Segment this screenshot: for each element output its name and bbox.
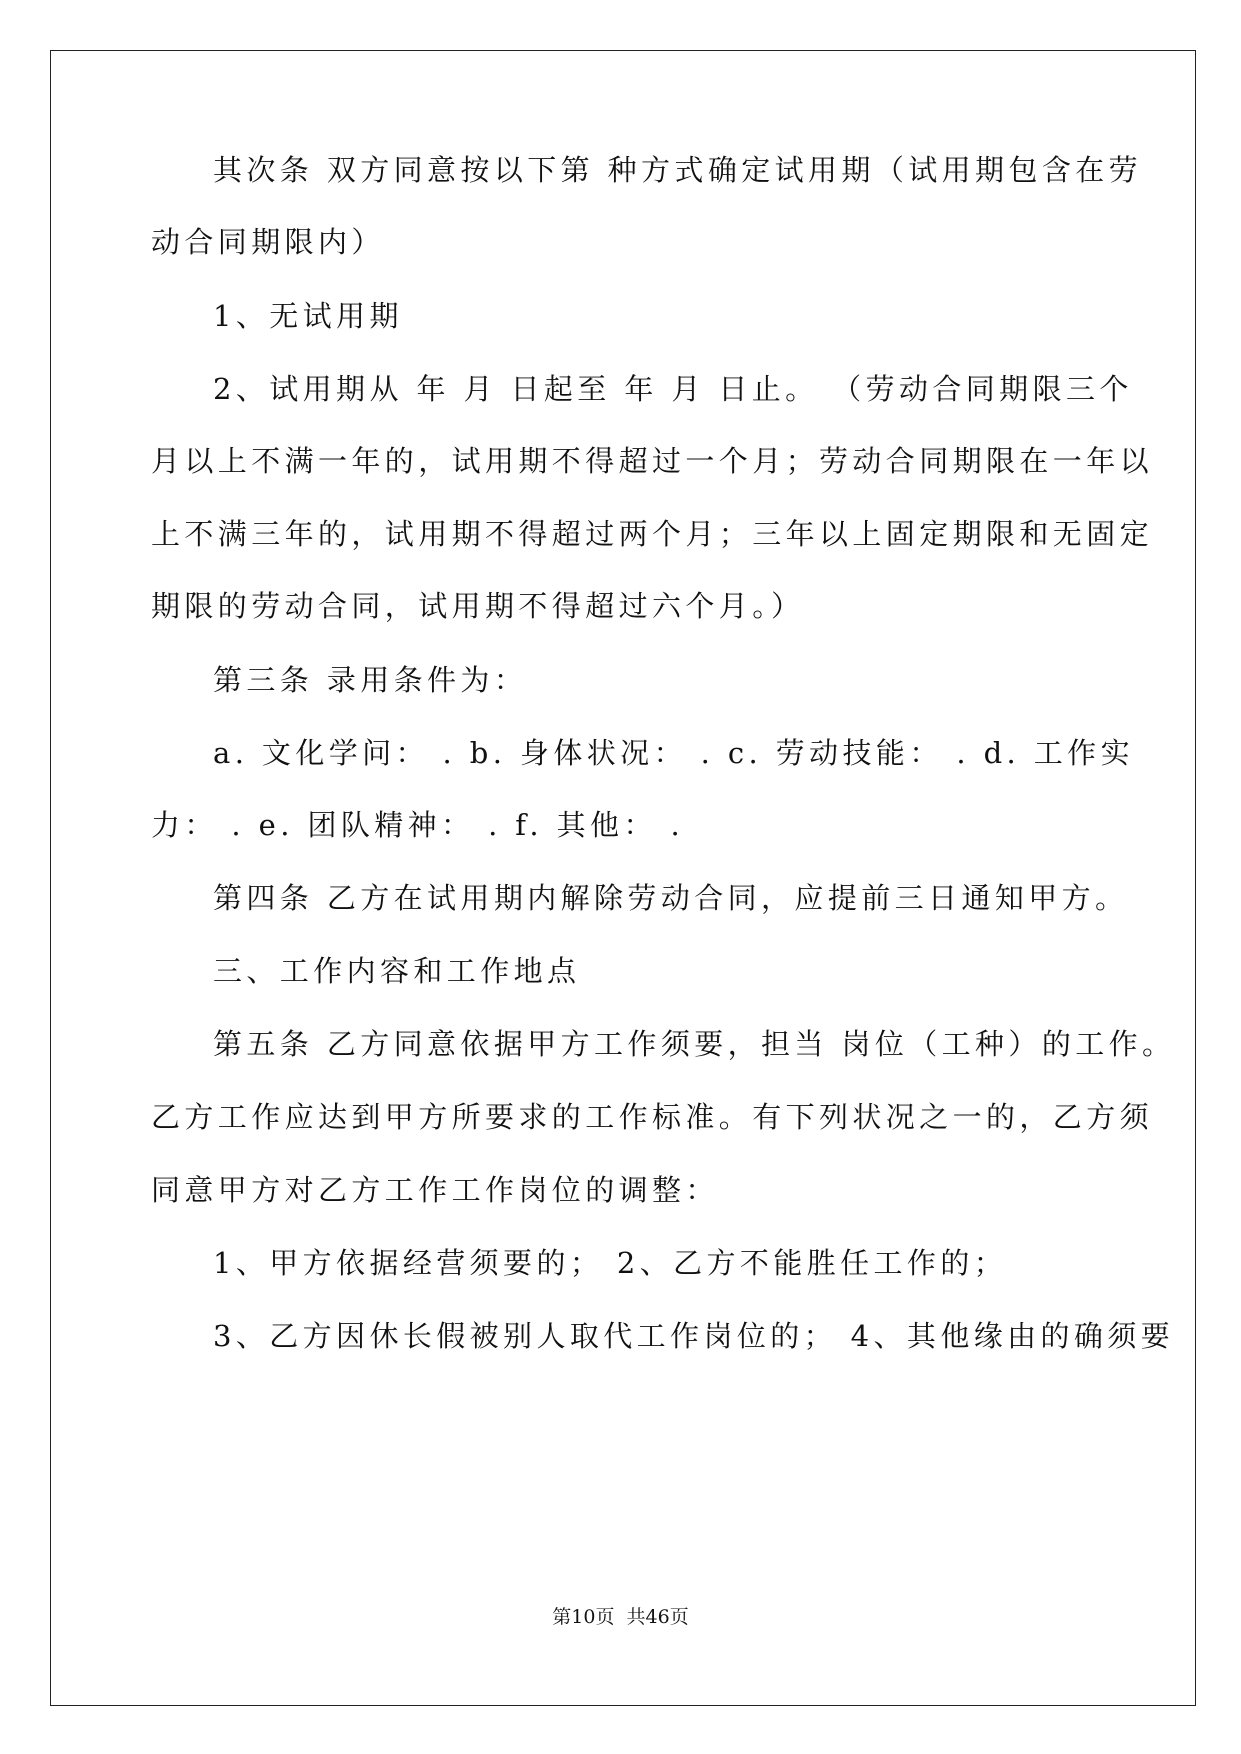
paragraph-line: 第五条 乙方同意依据甲方工作须要，担当 岗位（工种）的工作。 <box>213 1027 1176 1061</box>
paragraph-line: 第四条 乙方在试用期内解除劳动合同，应提前三日通知甲方。 <box>213 881 1129 915</box>
paragraph-line: 第三条 录用条件为： <box>213 663 528 697</box>
section-heading: 三、工作内容和工作地点 <box>213 954 581 988</box>
paragraph-line: 力： . e. 团队精神： . f. 其他： . <box>151 808 685 842</box>
paragraph-line: 上不满三年的，试用期不得超过两个月；三年以上固定期限和无固定 <box>151 517 1154 551</box>
paragraph-line: a. 文化学问： . b. 身体状况： . c. 劳动技能： . d. 工作实 <box>213 736 1134 770</box>
paragraph-line: 其次条 双方同意按以下第 种方式确定试用期（试用期包含在劳 <box>213 153 1143 187</box>
paragraph-line: 1、无试用期 <box>213 299 403 333</box>
paragraph-line: 3、乙方因休长假被别人取代工作岗位的； 4、其他缘由的确须要 <box>213 1319 1175 1353</box>
page-number: 第10页 共46页 <box>552 1606 689 1628</box>
paragraph-line: 乙方工作应达到甲方所要求的工作标准。有下列状况之一的，乙方须 <box>151 1100 1154 1134</box>
paragraph-line: 1、甲方依据经营须要的； 2、乙方不能胜任工作的； <box>213 1246 1008 1280</box>
paragraph-line: 同意甲方对乙方工作工作岗位的调整： <box>151 1173 719 1207</box>
paragraph-line: 月以上不满一年的，试用期不得超过一个月；劳动合同期限在一年以 <box>151 444 1154 478</box>
paragraph-line: 期限的劳动合同，试用期不得超过六个月。） <box>151 589 805 623</box>
paragraph-line: 2、试用期从 年 月 日起至 年 月 日止。 （劳动合同期限三个 <box>213 372 1133 406</box>
paragraph-line: 动合同期限内） <box>151 225 385 259</box>
